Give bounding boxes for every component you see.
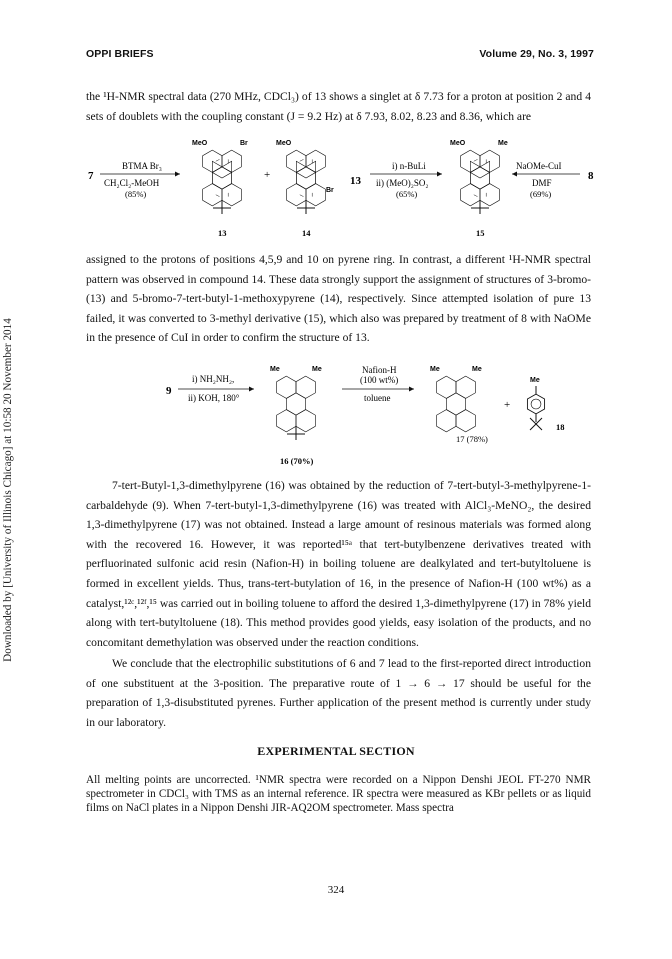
plus-sign-1: +	[264, 169, 271, 181]
compound-18-label: 18	[556, 422, 565, 432]
compound-13-number: 13	[218, 228, 227, 238]
substituent-me2-17: Me	[472, 366, 482, 373]
compound-15-number: 15	[476, 228, 485, 238]
reagent-btmabr3: BTMA Br₃	[122, 161, 162, 171]
reaction-scheme-1	[80, 136, 600, 246]
reagent-koh: ii) KOH, 180°	[188, 393, 240, 403]
reagent-nbuli: i) n-BuLi	[392, 161, 426, 171]
reagent-hydrazine: i) NH₂NH₂,	[192, 374, 235, 384]
substituent-br-13: Br	[240, 140, 248, 147]
reagent-wt: (100 wt%)	[360, 375, 399, 385]
paragraph-assignment: assigned to the protons of positions 4,5,9 and 10 on pyrene ring. In contrast, a different ¹H-NMR spectral pattern was observed in compound 14. These data strongly support the assignment of structures of 3-bromo- (13) and 5-bromo-7-tert-butyl-1-methoxypyrene (14), respectively. Since attempted isolation of pure 13 failed, it was converted to 3-methyl derivative (15), which also was prepared by treatment of 8 with NaOMe in the presence of CuI in order to confirm the structure of 13.	[86, 253, 591, 345]
compound-14-number: 14	[302, 228, 311, 238]
yield-65: (65%)	[396, 189, 418, 199]
tbutyl-18	[530, 414, 542, 430]
paragraph-nmr-data: the ¹H-NMR spectral data (270 MHz, CDCl₃) of 13 shows a singlet at δ 7.73 for a proton at position 2 and 4 sets of doublets with the coupling constant (J = 9.2 Hz) at δ 7.93, 8.02, 8.23 and 8.36, which are	[86, 90, 591, 123]
paragraph-experimental: All melting points are uncorrected. ¹NMR spectra were recorded on a Nippon Denshi JEOL FT-270 NMR spectrometer in CDCl₃ with TMS as an internal reference. IR spectra were measured as KBr pellets or as liquid films on NaCl plates in a Nippon Denshi JIR-AQ2OM spectrometer. Mass spectra	[86, 774, 591, 814]
pyrene-structure-16	[277, 376, 316, 432]
pyrene-structure-15	[461, 150, 500, 206]
substituent-me1-16: Me	[270, 366, 280, 373]
download-watermark-text: Downloaded by [University of Illinois Chicago] at 10:58 20 November 2014	[2, 318, 14, 662]
yield-85: (85%)	[125, 189, 147, 199]
reaction-scheme-2	[80, 360, 600, 472]
plus-sign-2: +	[504, 399, 511, 411]
pyrene-structure-17	[437, 376, 476, 432]
substituent-me-18: Me	[530, 377, 540, 384]
toluene-ring-18	[527, 394, 544, 414]
reagent-nafion: Nafion-H	[362, 365, 397, 375]
page-number: 324	[327, 884, 345, 896]
substituent-br-14: Br	[326, 187, 334, 194]
substituent-meo-14: MeO	[276, 140, 292, 147]
reagent-toluene: toluene	[364, 393, 391, 403]
paragraph-conclusion: We conclude that the electrophilic substitutions of 6 and 7 lead to the first-reported direct introduction of one substituent at the 3-position. The preparative route of 1 → 6 → 17 should be useful for the preparation of 1,3-disubstituted pyrenes. Further application of the present method is currently under study in our laboratory.	[86, 657, 591, 729]
substituent-meo-13: MeO	[192, 140, 208, 147]
substituent-me2-16: Me	[312, 366, 322, 373]
substituent-meo-15: MeO	[450, 140, 466, 147]
tbutyl-15	[471, 200, 489, 214]
reagent-ch2cl2-meoh: CH₂Cl₂-MeOH	[104, 178, 160, 188]
reagent-naome-cui: NaOMe-CuI	[516, 161, 562, 171]
tbutyl-13	[213, 200, 231, 214]
journal-volume: Volume 29, No. 3, 1997	[479, 48, 594, 60]
compound-13-start: 13	[350, 175, 361, 187]
running-head: OPPI BRIEFS	[86, 48, 154, 60]
yield-69: (69%)	[530, 189, 552, 199]
tbutyl-16	[287, 426, 305, 440]
substituent-me1-17: Me	[430, 366, 440, 373]
compound-8-label: 8	[588, 170, 594, 182]
tbutyl-14	[297, 200, 315, 214]
download-watermark	[2, 190, 18, 790]
compound-9-label: 9	[166, 385, 172, 397]
pyrene-structure-14	[287, 150, 326, 206]
compound-17-label: 17 (78%)	[456, 434, 488, 444]
reagent-dmf: DMF	[532, 178, 552, 188]
reagent-meo2so2: ii) (MeO)₂SO₂	[376, 178, 429, 188]
substituent-me-15: Me	[498, 140, 508, 147]
compound-16-label: 16 (70%)	[280, 456, 314, 466]
pyrene-structure-13	[203, 150, 242, 206]
compound-7-label: 7	[88, 170, 94, 182]
section-title-experimental: EXPERIMENTAL SECTION	[257, 744, 415, 758]
paragraph-dealkylation: 7-tert-Butyl-1,3-dimethylpyrene (16) was obtained by the reduction of 7-tert-butyl-3-methylpyrene-1-carbaldehyde (9). When 7-tert-butyl-1,3-dimethylpyrene (16) was treated with AlCl₃-MeNO₂, the desired 1,3-dimethylpyrene (17) was not obtained. Instead a large amount of resinous materials was formed along with the recovered 16. However, it was reported¹⁵ᵃ that tert-butylbenzene derivatives treated with perfluorinated sulfonic acid resin (Nafion-H) in boiling toluene are dealkylated and tert-butyltoluene is formed in excellent yields. Thus, trans-tert-butylation of 16, in the presence of Nafion-H (100 wt%) as a catalyst,¹²ᶜ,¹²ᶠ,¹⁵ was carried out in boiling toluene to afford the desired 1,3-dimethylpyrene (17) in 78% yield along with tert-butyltoluene (18). This method provides good yields, easy isolation of the products, and no concomitant demethylation was observed under the reaction conditions.	[86, 479, 591, 649]
